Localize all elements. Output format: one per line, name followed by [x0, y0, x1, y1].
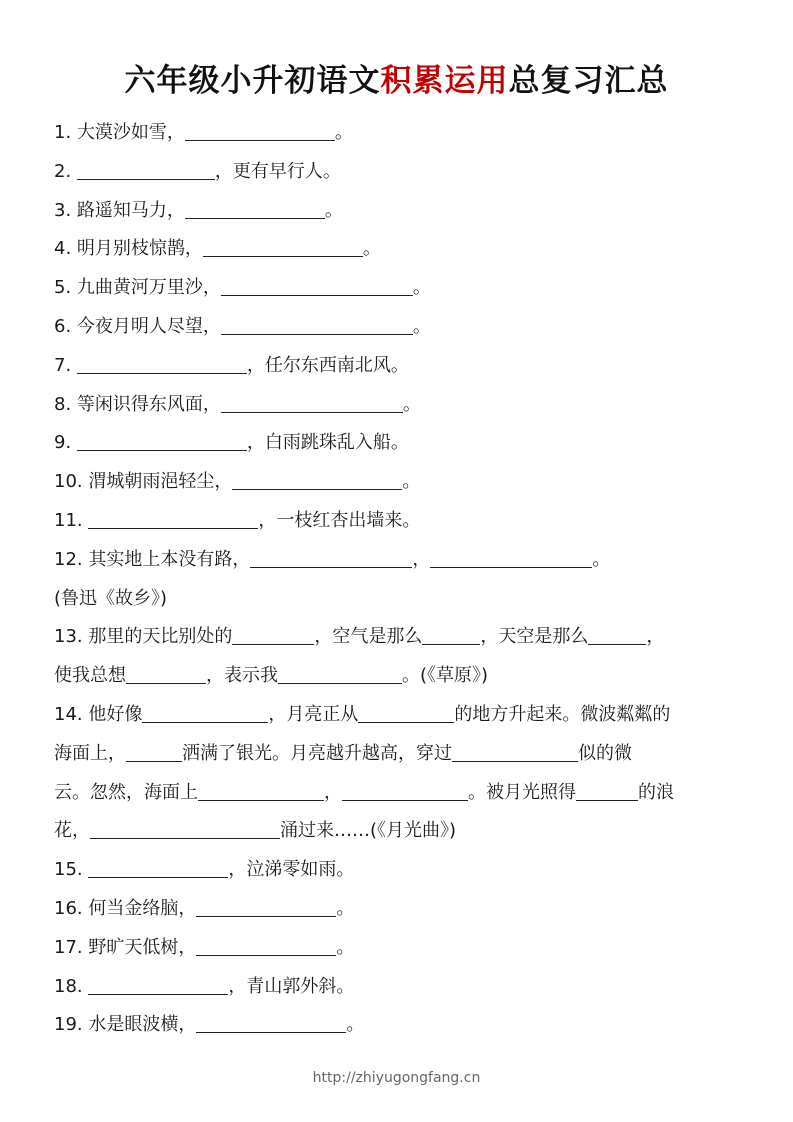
line-text: 15.: [54, 859, 89, 881]
line-text: 似的微: [578, 742, 632, 764]
line-text: 的浪: [638, 781, 674, 803]
line-text: 云。忽然，海面上: [54, 781, 198, 803]
answer-blank[interactable]: [196, 1014, 346, 1033]
line-text: 洒满了银光。月亮越升越高，穿过: [182, 742, 452, 764]
line-text: ，任尔东西南北风。: [246, 354, 409, 376]
title-part-3: 总复习汇总: [508, 63, 669, 99]
line-text: ，一枝红杏出墙来。: [258, 509, 421, 531]
answer-blank[interactable]: [221, 316, 413, 335]
line-text: 海面上，: [54, 742, 126, 764]
line-text: ，空气是那么: [314, 626, 423, 648]
answer-blank[interactable]: [88, 510, 258, 529]
line-text: (鲁迅《故乡》): [54, 587, 168, 609]
line-text: 的地方升起来。微波粼粼的: [454, 703, 671, 725]
line-text: 8. 等闲识得东风面，: [54, 393, 221, 415]
line-text: 2.: [54, 160, 77, 182]
exercise-line: [54, 308, 754, 347]
answer-blank[interactable]: [126, 743, 182, 762]
answer-blank[interactable]: [221, 277, 413, 296]
exercise-line: [54, 424, 754, 463]
line-text: 16. 何当金络脑，: [54, 897, 197, 919]
answer-blank[interactable]: [278, 665, 402, 684]
line-text: ，月亮正从: [268, 703, 359, 725]
exercise-line: [54, 929, 754, 968]
line-text: 。: [334, 122, 353, 143]
line-text: 3. 路遥知马力，: [54, 199, 185, 221]
answer-blank[interactable]: [422, 626, 480, 645]
exercise-line: [54, 851, 754, 890]
answer-blank[interactable]: [88, 976, 228, 995]
line-text: ，泣涕零如雨。: [228, 859, 355, 881]
exercise-line: [54, 230, 754, 269]
line-text: 使我总想: [54, 665, 126, 687]
line-text: ，表示我: [206, 665, 278, 687]
exercise-line: [54, 502, 754, 541]
line-text: 花，: [54, 820, 90, 842]
title-part-1: 六年级小升初语文: [124, 63, 381, 99]
exercise-line: [54, 386, 754, 425]
answer-blank[interactable]: [232, 471, 402, 490]
line-text: 。: [336, 897, 355, 919]
answer-blank[interactable]: [196, 937, 336, 956]
line-text: 1. 大漠沙如雪，: [54, 122, 185, 143]
line-text: 。(《草原》): [402, 665, 489, 687]
answer-blank[interactable]: [90, 820, 280, 839]
answer-blank[interactable]: [430, 549, 592, 568]
footer-url: http://zhiyugongfang.cn: [312, 1070, 481, 1086]
exercise-line: [54, 968, 754, 1007]
answer-blank[interactable]: [250, 549, 412, 568]
answer-blank[interactable]: [88, 859, 228, 878]
answer-blank[interactable]: [185, 122, 335, 141]
line-text: 。: [412, 277, 431, 299]
exercise-line: [54, 580, 754, 619]
line-text: ，白雨跳珠乱入船。: [246, 432, 409, 454]
exercise-line: [54, 114, 754, 153]
answer-blank[interactable]: [358, 704, 454, 723]
line-text: 。: [336, 936, 355, 958]
line-text: ，更有早行人。: [214, 160, 341, 182]
exercise-line: [54, 269, 754, 308]
line-text: 。: [592, 548, 611, 570]
answer-blank[interactable]: [142, 704, 268, 723]
answer-blank[interactable]: [588, 626, 646, 645]
line-text: 13. 那里的天比别处的: [54, 626, 233, 648]
exercise-line: [54, 774, 754, 813]
line-text: 9.: [54, 432, 77, 454]
line-text: 14. 他好像: [54, 703, 143, 725]
exercise-line: [54, 812, 754, 851]
exercise-line: [54, 347, 754, 386]
exercise-line: [54, 890, 754, 929]
answer-blank[interactable]: [198, 782, 324, 801]
line-text: 11.: [54, 509, 89, 531]
line-text: 。: [402, 471, 421, 493]
line-text: 。: [346, 1014, 365, 1036]
line-text: 6. 今夜月明人尽望，: [54, 315, 221, 337]
line-text: 7.: [54, 354, 77, 376]
line-text: 涌过来……(《月光曲》): [280, 820, 457, 842]
answer-blank[interactable]: [126, 665, 206, 684]
line-text: 。: [324, 199, 343, 221]
line-text: 。: [362, 238, 381, 260]
answer-blank[interactable]: [232, 626, 314, 645]
line-text: 17. 野旷天低树，: [54, 936, 197, 958]
line-text: 5. 九曲黄河万里沙，: [54, 277, 221, 299]
exercise-line: [54, 696, 754, 735]
exercise-line: [54, 735, 754, 774]
exercise-line: [54, 192, 754, 231]
answer-blank[interactable]: [221, 394, 403, 413]
title-highlight: 积累运用: [380, 63, 509, 99]
exercise-line: [54, 541, 754, 580]
answer-blank[interactable]: [77, 161, 215, 180]
line-text: 。被月光照得: [468, 781, 576, 803]
exercise-line: [54, 657, 754, 696]
answer-blank[interactable]: [342, 782, 468, 801]
answer-blank[interactable]: [196, 898, 336, 917]
answer-blank[interactable]: [185, 200, 325, 219]
answer-blank[interactable]: [203, 238, 363, 257]
exercise-line: [54, 153, 754, 192]
line-text: ，青山郭外斜。: [228, 975, 355, 997]
line-text: ，: [646, 626, 665, 648]
line-text: 。: [402, 393, 421, 415]
answer-blank[interactable]: [452, 743, 578, 762]
line-text: 19. 水是眼波横，: [54, 1014, 197, 1036]
line-text: ，天空是那么: [480, 626, 589, 648]
exercise-line: [54, 463, 754, 502]
exercise-list: [54, 114, 754, 1045]
line-text: 10. 渭城朝雨浥轻尘，: [54, 471, 233, 493]
line-text: 。: [412, 315, 431, 337]
line-text: ，: [324, 781, 342, 803]
line-text: 18.: [54, 975, 89, 997]
line-text: ，: [412, 548, 431, 570]
answer-blank[interactable]: [576, 782, 638, 801]
answer-blank[interactable]: [77, 355, 247, 374]
exercise-line: [54, 1006, 754, 1045]
answer-blank[interactable]: [77, 432, 247, 451]
page-title: [0, 58, 793, 104]
line-text: 4. 明月别枝惊鹊，: [54, 238, 203, 260]
exercise-line: [54, 618, 754, 657]
line-text: 12. 其实地上本没有路，: [54, 548, 251, 570]
